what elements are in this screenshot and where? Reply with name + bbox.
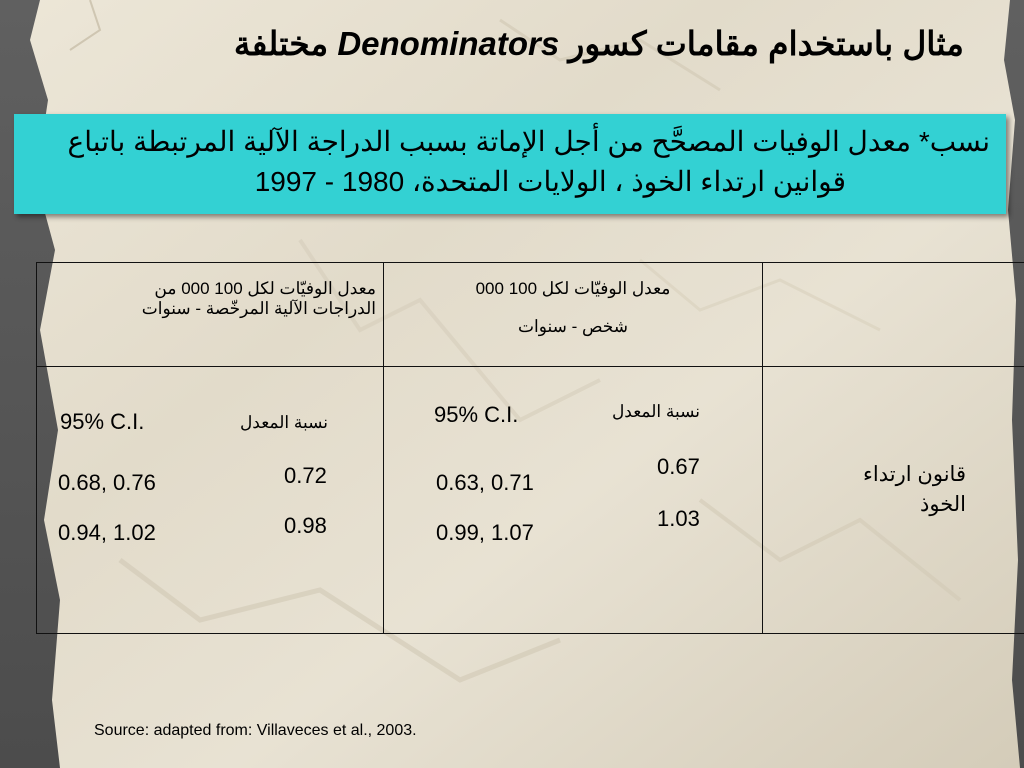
table-border-left <box>36 262 37 634</box>
title-prefix: مثال باستخدام مقامات كسور <box>568 25 964 62</box>
title-suffix: مختلفة <box>233 25 329 62</box>
header-rate-per-motorcycles <box>44 279 376 319</box>
source-citation: Source: adapted from: Villaveces et al., 2003. <box>94 722 417 739</box>
subtitle-banner <box>14 114 1006 214</box>
table-divider-2 <box>762 262 763 634</box>
left-col-rate-ratio-label: نسبة المعدل <box>239 413 329 432</box>
left-ci-row-1: 0.68, 0.76 <box>58 470 156 495</box>
mid-ci-row-1: 0.63, 0.71 <box>436 470 534 495</box>
slide-title <box>60 24 964 63</box>
left-ci-row-2: 0.94, 1.02 <box>58 520 156 545</box>
mid-ci-row-2: 0.99, 1.07 <box>436 520 534 545</box>
mid-col-rate-ratio-label: نسبة المعدل <box>611 402 701 421</box>
banner-line-2: قوانين ارتداء الخوذ ، الولايات المتحدة، 1980 - 1997 <box>254 166 846 197</box>
left-rate-ratio-row-1: 0.72 <box>284 463 327 488</box>
banner-line-1: نسب* معدل الوفيات المصحَّح من أجل الإماتة بسبب الدراجة الآلية المرتبطة باتباع <box>67 126 990 157</box>
mid-col-ci-label: 95% C.I. <box>434 402 519 427</box>
row-label-helmet-law <box>790 460 966 520</box>
table-border-middle <box>36 366 1024 367</box>
row-label-line-1: قانون ارتداء <box>863 463 966 486</box>
row-label-line-2: الخوذ <box>920 493 966 516</box>
header-left-line-2: الدراجات الآلية المرخّصة - سنوات <box>141 299 376 318</box>
header-mid-line-1: معدل الوفيّات لكل 100 000 <box>475 279 671 298</box>
table-divider-1 <box>383 262 384 634</box>
header-left-line-1: معدل الوفيّات لكل 100 000 من <box>154 279 376 298</box>
left-rate-ratio-row-2: 0.98 <box>284 513 327 538</box>
left-col-ci-label: 95% C.I. <box>60 409 145 434</box>
table-border-top <box>36 262 1024 263</box>
header-mid-line-2: شخص - سنوات <box>517 317 629 336</box>
mid-rate-ratio-row-1: 0.67 <box>657 454 700 479</box>
table-border-bottom <box>36 633 1024 634</box>
mid-rate-ratio-row-2: 1.03 <box>657 506 700 531</box>
header-rate-per-persons <box>392 270 754 346</box>
title-english-term: Denominators <box>337 25 560 62</box>
